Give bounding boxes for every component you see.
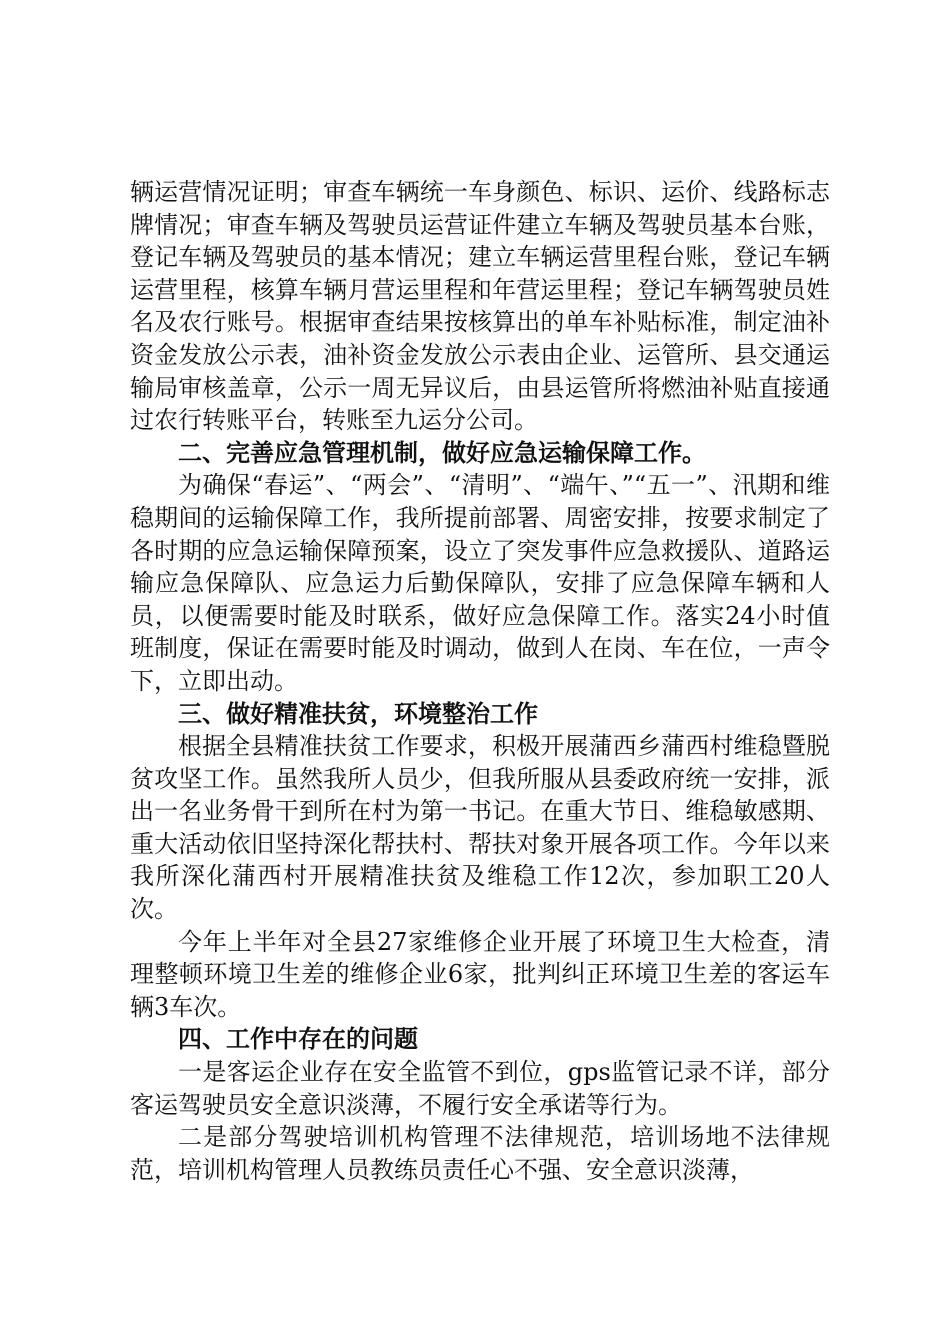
- heading-poverty-alleviation: 三、做好精准扶贫，环境整治工作: [178, 699, 538, 728]
- heading-emergency-management: 二、完善应急管理机制，做好应急运输保障工作。: [178, 438, 706, 467]
- heading-existing-problems: 四、工作中存在的问题: [178, 1025, 418, 1054]
- document-body: [130, 176, 830, 1186]
- paragraph-fuel-subsidy-procedure: 辆运营情况证明；审查车辆统一车身颜色、标识、运价、线路标志牌情况；审查车辆及驾驶员运营证件建立车辆及驾驶员基本台账，登记车辆及驾驶员的基本情况；建立车辆运营里程台账，登记车辆运营里程，核算车辆月营运里程和年营运里程；登记车辆驾驶员姓名及农行账号。根据审查结果按核算出的单车补贴标准，制定油补资金发放公示表，油补资金发放公示表由企业、运管所、县交通运输局审核盖章，公示一周无异议后，由县运管所将燃油补贴直接通过农行转账平台，转账至九运分公司。: [130, 178, 830, 435]
- paragraph-problem-two: 二是部分驾驶培训机构管理不法律规范，培训场地不法律规范，培训机构管理人员教练员责任心不强、安全意识淡薄，: [130, 1123, 830, 1184]
- paragraph-emergency-transport: 为确保“春运”、“两会”、“清明”、“端午、”“五一”、汛期和维稳期间的运输保障工作，我所提前部署、周密安排，按要求制定了各时期的应急运输保障预案，设立了突发事件应急救援队、道路运输应急保障队、应急运力后勤保障队，安排了应急保障车辆和人员，以便需要时能及时联系，做好应急保障工作。落实24小时值班制度，保证在需要时能及时调动，做到人在岗、车在位，一声令下，立即出动。: [130, 471, 830, 695]
- paragraph-problem-one: 一是客运企业存在安全监管不到位，gps监管记录不详，部分客运驾驶员安全意识淡薄，不履行安全承诺等行为。: [130, 1058, 830, 1119]
- paragraph-environment-inspection: 今年上半年对全县27家维修企业开展了环境卫生大检查，清理整顿环境卫生差的维修企业6家，批判纠正环境卫生差的客运车辆3车次。: [130, 927, 830, 1021]
- paragraph-poverty-alleviation: 根据全县精准扶贫工作要求，积极开展蒲西乡蒲西村维稳暨脱贫攻坚工作。虽然我所人员少，但我所服从县委政府统一安排，派出一名业务骨干到所在村为第一书记。在重大节日、维稳敏感期、重大活动依旧坚持深化帮扶村、帮扶对象开展各项工作。今年以来我所深化蒲西村开展精准扶贫及维稳工作12次，参加职工20人次。: [130, 732, 830, 924]
